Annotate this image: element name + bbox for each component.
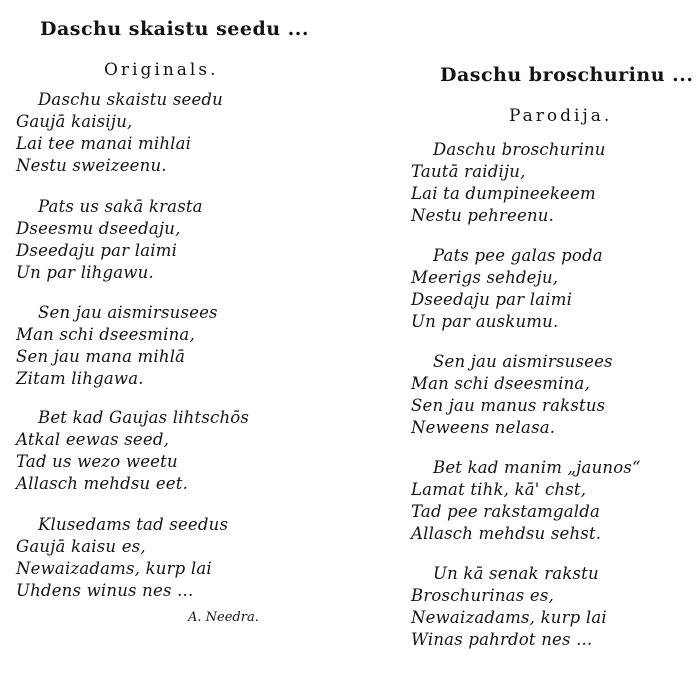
parody-stanza-1 [411,139,606,227]
poem-line: Newaizadams, kurp lai [16,559,212,578]
poem-line: Daschu skaistu seedu [38,90,224,109]
poem-line: Uhdens winus nes ... [16,581,194,600]
poem-line: Bet kad Gaujas lihtschōs [38,408,250,427]
poem-line: Pats pee galas poda [433,246,603,265]
original-stanza-3 [16,302,218,390]
poem-line: Man schi dseesmina, [411,374,590,393]
poem-line: Zitam lihgawa. [16,369,144,388]
parody-stanza-4 [411,457,641,545]
poem-line: Tad pee rakstamgalda [411,502,601,521]
poem-line: Gaujā kaisiju, [16,112,133,131]
parody-stanza-2 [411,245,603,333]
poem-line: Klusedams tad seedus [38,515,229,534]
poem-line: Pats us sakā krasta [38,197,203,216]
parody-stanza-3 [411,351,613,439]
original-stanza-5 [16,514,228,602]
poem-line: Daschu broschurinu [433,140,606,159]
parody-stanza-5 [411,563,607,651]
poem-line: Neweens nelasa. [411,418,556,437]
poem-line: Meerigs sehdeju, [411,268,559,287]
poem-line: Sen jau manus rakstus [411,396,606,415]
poem-line: Man schi dseesmina, [16,325,195,344]
original-stanza-4 [16,407,249,495]
poem-line: Allasch mehdsu eet. [16,474,189,493]
poem-line: Allasch mehdsu sehst. [411,524,602,543]
poem-line: Un par lihgawu. [16,263,154,282]
original-stanza-2 [16,196,203,284]
poem-line: Dseesmu dseedaju, [16,219,181,238]
poem-line: Un kā senak rakstu [433,564,599,583]
poem-line: Dseedaju par laimi [411,290,573,309]
poem-line: Nestu pehreenu. [411,206,555,225]
poem-line: Sen jau mana mihlā [16,347,186,366]
poem-line: Lai tee manai mihlai [16,134,192,153]
poem-line: Sen jau aismirsusees [38,303,218,322]
poem-line: Tad us wezo weetu [16,452,178,471]
original-stanza-1 [16,89,223,177]
poem-line: Winas pahrdot nes ... [411,630,593,649]
poem-line: Atkal eewas seed, [16,430,170,449]
poem-line: Bet kad manim „jaunos“ [433,458,641,477]
poem-line: Lai ta dumpineekeem [411,184,596,203]
poem-line: Gaujā kaisu es, [16,537,146,556]
parody-poem-subtitle: Parodija. [509,106,613,126]
poem-line: Newaizadams, kurp lai [411,608,607,627]
poem-line: Un par auskumu. [411,312,559,331]
author-signature: A. Needra. [188,610,259,625]
poem-line: Dseedaju par laimi [16,241,178,260]
poem-line: Sen jau aismirsusees [433,352,613,371]
parody-poem-title: Daschu broschurinu ... [440,64,694,86]
poem-line: Lamat tihk, kā' chst, [411,480,587,499]
poem-line: Tautā raidiju, [411,162,526,181]
original-poem-subtitle: Originals. [104,60,219,80]
original-poem-title: Daschu skaistu seedu ... [40,18,310,40]
poem-line: Nestu sweizeenu. [16,156,167,175]
poem-line: Broschurinas es, [411,586,554,605]
